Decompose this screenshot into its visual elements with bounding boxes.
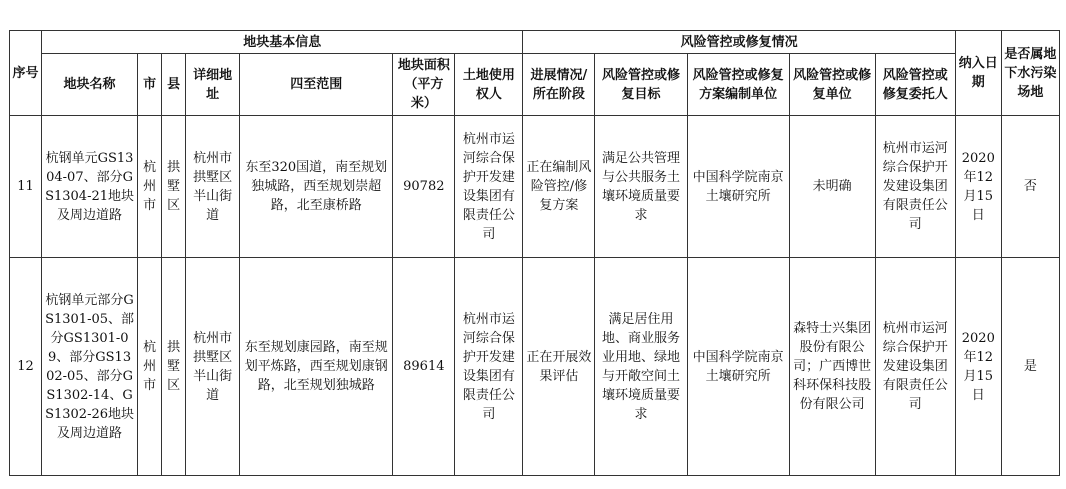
cell-date: 2020年12月15日 bbox=[955, 116, 1001, 258]
table-row bbox=[10, 116, 1060, 258]
cell-progress: 正在开展效果评估 bbox=[523, 258, 595, 476]
header-target: 风险管控或修复目标 bbox=[595, 54, 687, 116]
cell-target: 满足公共管理与公共服务土壤环境质量要求 bbox=[595, 116, 687, 258]
header-city: 市 bbox=[138, 54, 162, 116]
site-table bbox=[9, 30, 1060, 476]
cell-groundwater: 否 bbox=[1001, 116, 1059, 258]
cell-date: 2020年12月15日 bbox=[955, 258, 1001, 476]
cell-area: 89614 bbox=[393, 258, 455, 476]
cell-progress: 正在编制风险管控/修复方案 bbox=[523, 116, 595, 258]
cell-address: 杭州市拱墅区半山街道 bbox=[186, 116, 240, 258]
cell-client: 杭州市运河综合保护开发建设集团有限责任公司 bbox=[875, 258, 955, 476]
cell-owner: 杭州市运河综合保护开发建设集团有限责任公司 bbox=[455, 116, 523, 258]
cell-seq: 12 bbox=[10, 258, 42, 476]
cell-groundwater: 是 bbox=[1001, 258, 1059, 476]
header-plan-unit: 风险管控或修复方案编制单位 bbox=[687, 54, 789, 116]
cell-client: 杭州市运河综合保护开发建设集团有限责任公司 bbox=[875, 116, 955, 258]
cell-bounds: 东至320国道，南至规划独城路，西至规划崇超路，北至康桥路 bbox=[240, 116, 393, 258]
cell-owner: 杭州市运河综合保护开发建设集团有限责任公司 bbox=[455, 258, 523, 476]
cell-seq: 11 bbox=[10, 116, 42, 258]
header-owner: 土地使用权人 bbox=[455, 54, 523, 116]
header-repair-unit: 风险管控或修复单位 bbox=[789, 54, 875, 116]
cell-plan-unit: 中国科学院南京土壤研究所 bbox=[687, 258, 789, 476]
cell-name: 杭钢单元部分GS1301-05、部分GS1301-09、部分GS1302-05、部分GS1302-14、GS1302-26地块及周边道路 bbox=[42, 258, 138, 476]
cell-county: 拱墅区 bbox=[162, 116, 186, 258]
cell-address: 杭州市拱墅区半山街道 bbox=[186, 258, 240, 476]
header-bounds: 四至范围 bbox=[240, 54, 393, 116]
cell-repair-unit: 森特士兴集团股份有限公司；广西博世科环保科技股份有限公司 bbox=[789, 258, 875, 476]
header-group-basic: 地块基本信息 bbox=[42, 31, 523, 54]
header-address: 详细地址 bbox=[186, 54, 240, 116]
header-seq: 序号 bbox=[10, 31, 42, 116]
header-progress: 进展情况/所在阶段 bbox=[523, 54, 595, 116]
cell-plan-unit: 中国科学院南京土壤研究所 bbox=[687, 116, 789, 258]
header-group-risk: 风险管控或修复情况 bbox=[523, 31, 955, 54]
table-row bbox=[10, 258, 1060, 476]
header-groundwater: 是否属地下水污染场地 bbox=[1001, 31, 1059, 116]
cell-city: 杭州市 bbox=[138, 258, 162, 476]
cell-area: 90782 bbox=[393, 116, 455, 258]
header-client: 风险管控或修复委托人 bbox=[875, 54, 955, 116]
cell-target: 满足居住用地、商业服务业用地、绿地与开敞空间土壤环境质量要求 bbox=[595, 258, 687, 476]
cell-county: 拱墅区 bbox=[162, 258, 186, 476]
cell-city: 杭州市 bbox=[138, 116, 162, 258]
header-name: 地块名称 bbox=[42, 54, 138, 116]
cell-repair-unit: 未明确 bbox=[789, 116, 875, 258]
header-county: 县 bbox=[162, 54, 186, 116]
header-date: 纳入日期 bbox=[955, 31, 1001, 116]
cell-name: 杭钢单元GS1304-07、部分GS1304-21地块及周边道路 bbox=[42, 116, 138, 258]
header-area: 地块面积（平方米） bbox=[393, 54, 455, 116]
cell-bounds: 东至规划康园路，南至规划平炼路，西至规划康钢路，北至规划独城路 bbox=[240, 258, 393, 476]
